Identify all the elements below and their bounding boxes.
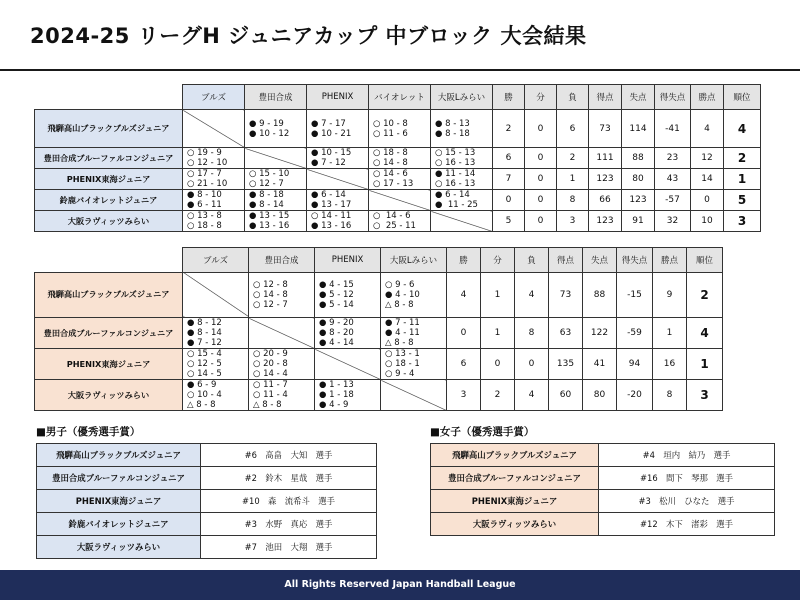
- award-row: [37, 513, 377, 536]
- col-header: 負: [557, 85, 589, 110]
- stat-cell: 123: [589, 211, 622, 232]
- stat-cell: 1: [481, 272, 515, 317]
- match-result: ○ 14 - 6 ○ 17 - 13: [369, 169, 431, 190]
- diagonal-cell: [249, 318, 315, 349]
- stat-cell: 4: [515, 272, 549, 317]
- stat-cell: 111: [589, 148, 622, 169]
- team-name: 鈴鹿バイオレットジュニア: [35, 190, 183, 211]
- stat-cell: 4: [447, 272, 481, 317]
- award-player: #10 森 流希斗 選手: [201, 490, 377, 513]
- stat-cell: 0: [481, 349, 515, 380]
- stat-cell: -15: [617, 272, 653, 317]
- match-result: ○ 20 - 9 ○ 20 - 8 ○ 14 - 4: [249, 349, 315, 380]
- stat-cell: 4: [515, 380, 549, 411]
- match-result: ○ 10 - 8 ○ 11 - 6: [369, 110, 431, 148]
- award-player: #16 間下 琴那 選手: [599, 467, 775, 490]
- award-team: 飛騨高山ブラックブルズジュニア: [431, 444, 599, 467]
- match-result: ○ 11 - 7 ○ 11 - 4 △ 8 - 8: [249, 380, 315, 411]
- stat-cell: 114: [622, 110, 655, 148]
- stat-cell: 12: [691, 148, 724, 169]
- match-result: ● 6 - 9 ○ 10 - 4 △ 8 - 8: [183, 380, 249, 411]
- team-name: PHENIX東海ジュニア: [35, 349, 183, 380]
- stat-cell: 0: [525, 169, 557, 190]
- col-header: 得点: [549, 248, 583, 273]
- award-team: 飛騨高山ブラックブルズジュニア: [37, 444, 201, 467]
- match-result: ○ 17 - 7 ○ 21 - 10: [183, 169, 245, 190]
- award-row: [431, 513, 775, 536]
- match-result: ● 4 - 15 ● 5 - 12 ● 5 - 14: [315, 272, 381, 317]
- col-header: 大阪Lみらい: [381, 248, 447, 273]
- col-header: ブルズ: [183, 248, 249, 273]
- men-results-table: [34, 84, 761, 232]
- diagonal-cell: [381, 380, 447, 411]
- stat-cell: 123: [589, 169, 622, 190]
- table-row: [35, 190, 761, 211]
- award-team: PHENIX東海ジュニア: [37, 490, 201, 513]
- stat-cell: 122: [583, 318, 617, 349]
- stat-cell: 135: [549, 349, 583, 380]
- award-row: [431, 444, 775, 467]
- team-name: 豊田合成ブルーファルコンジュニア: [35, 148, 183, 169]
- stat-cell: 0: [525, 190, 557, 211]
- match-result: ○ 15 - 4 ○ 12 - 5 ○ 14 - 5: [183, 349, 249, 380]
- award-team: 豊田合成ブルーファルコンジュニア: [37, 467, 201, 490]
- award-player: #3 水野 真応 選手: [201, 513, 377, 536]
- col-header: ブルズ: [183, 85, 245, 110]
- stat-cell: 66: [589, 190, 622, 211]
- women-award-table: [430, 443, 775, 536]
- stat-cell: 0: [525, 110, 557, 148]
- stat-cell: 16: [653, 349, 687, 380]
- stat-cell: 6: [447, 349, 481, 380]
- match-result: ● 8 - 10 ● 6 - 11: [183, 190, 245, 211]
- match-result: ○ 15 - 10 ○ 12 - 7: [245, 169, 307, 190]
- stat-cell: 73: [549, 272, 583, 317]
- rank-cell: 2: [687, 272, 723, 317]
- stat-cell: 123: [622, 190, 655, 211]
- stat-cell: 10: [691, 211, 724, 232]
- match-result: ○ 14 - 11 ● 13 - 16: [307, 211, 369, 232]
- award-player: #12 木下 渚彩 選手: [599, 513, 775, 536]
- match-result: ● 7 - 17 ● 10 - 21: [307, 110, 369, 148]
- match-result: ○ 18 - 8 ○ 14 - 8: [369, 148, 431, 169]
- stat-cell: 0: [525, 211, 557, 232]
- stat-cell: 1: [653, 318, 687, 349]
- col-header: 大阪Lみらい: [431, 85, 493, 110]
- stat-cell: 9: [653, 272, 687, 317]
- award-player: #3 松川 ひなた 選手: [599, 490, 775, 513]
- table-row: [35, 349, 723, 380]
- stat-cell: 6: [557, 110, 589, 148]
- col-header: 勝: [493, 85, 525, 110]
- match-result: ● 10 - 15 ● 7 - 12: [307, 148, 369, 169]
- match-result: ● 6 - 14 ● 13 - 17: [307, 190, 369, 211]
- stat-cell: 4: [691, 110, 724, 148]
- rank-cell: 1: [687, 349, 723, 380]
- table-row: [35, 272, 723, 317]
- stat-cell: 23: [655, 148, 691, 169]
- col-header: PHENIX: [307, 85, 369, 110]
- team-name: 豊田合成ブルーファルコンジュニア: [35, 318, 183, 349]
- match-result: ● 8 - 12 ● 8 - 14 ● 7 - 12: [183, 318, 249, 349]
- header-blank: [35, 85, 183, 110]
- stat-cell: 80: [622, 169, 655, 190]
- rank-cell: 5: [724, 190, 761, 211]
- team-name: 飛騨高山ブラックブルズジュニア: [35, 110, 183, 148]
- stat-cell: 1: [557, 169, 589, 190]
- stat-cell: 94: [617, 349, 653, 380]
- stat-cell: 91: [622, 211, 655, 232]
- stat-cell: 2: [481, 380, 515, 411]
- stat-cell: 8: [515, 318, 549, 349]
- page-title: 2024-25 リーグH ジュニアカップ 中ブロック 大会結果: [30, 24, 587, 48]
- match-result: ● 8 - 13 ● 8 - 18: [431, 110, 493, 148]
- women-award-label: ■女子（優秀選手賞）: [430, 426, 535, 438]
- match-result: ● 9 - 19 ● 10 - 12: [245, 110, 307, 148]
- table-row: [35, 211, 761, 232]
- men-award-table: [36, 443, 377, 559]
- stat-cell: 80: [583, 380, 617, 411]
- award-player: #7 池田 大翔 選手: [201, 536, 377, 559]
- rank-cell: 2: [724, 148, 761, 169]
- table-row: [35, 110, 761, 148]
- diagonal-cell: [369, 190, 431, 211]
- stat-cell: 8: [557, 190, 589, 211]
- team-name: 大阪ラヴィッツみらい: [35, 211, 183, 232]
- stat-cell: -41: [655, 110, 691, 148]
- men-award-label: ■男子（優秀選手賞）: [36, 426, 141, 438]
- award-team: 豊田合成ブルーファルコンジュニア: [431, 467, 599, 490]
- award-team: 鈴鹿バイオレットジュニア: [37, 513, 201, 536]
- diagonal-cell: [183, 110, 245, 148]
- stat-cell: -59: [617, 318, 653, 349]
- stat-cell: 14: [691, 169, 724, 190]
- diagonal-cell: [431, 211, 493, 232]
- award-team: PHENIX東海ジュニア: [431, 490, 599, 513]
- stat-cell: 8: [653, 380, 687, 411]
- award-player: #6 髙畠 大知 選手: [201, 444, 377, 467]
- match-result: ● 11 - 14 ○ 16 - 13: [431, 169, 493, 190]
- team-name: PHENIX東海ジュニア: [35, 169, 183, 190]
- col-header: 勝: [447, 248, 481, 273]
- rank-cell: 1: [724, 169, 761, 190]
- col-header: 順位: [724, 85, 761, 110]
- table-row: [35, 148, 761, 169]
- women-results-table: [34, 247, 723, 411]
- match-result: ○ 13 - 8 ○ 18 - 8: [183, 211, 245, 232]
- stat-cell: 41: [583, 349, 617, 380]
- award-team: 大阪ラヴィッツみらい: [37, 536, 201, 559]
- header-blank: [35, 248, 183, 273]
- col-header: 分: [525, 85, 557, 110]
- award-row: [37, 536, 377, 559]
- col-header: 勝点: [653, 248, 687, 273]
- stat-cell: 0: [493, 190, 525, 211]
- col-header: 失点: [622, 85, 655, 110]
- award-row: [37, 490, 377, 513]
- match-result: ○ 15 - 13 ○ 16 - 13: [431, 148, 493, 169]
- stat-cell: 7: [493, 169, 525, 190]
- match-result: ● 6 - 14 ● 11 - 25: [431, 190, 493, 211]
- award-row: [431, 467, 775, 490]
- diagonal-cell: [245, 148, 307, 169]
- stat-cell: 63: [549, 318, 583, 349]
- award-team: 大阪ラヴィッツみらい: [431, 513, 599, 536]
- stat-cell: 32: [655, 211, 691, 232]
- stat-cell: 2: [557, 148, 589, 169]
- rank-cell: 3: [724, 211, 761, 232]
- team-name: 飛騨高山ブラックブルズジュニア: [35, 272, 183, 317]
- rank-cell: 4: [687, 318, 723, 349]
- match-result: ● 9 - 20 ● 8 - 20 ● 4 - 14: [315, 318, 381, 349]
- footer-copyright: All Rights Reserved Japan Handball League: [0, 570, 800, 600]
- stat-cell: 88: [622, 148, 655, 169]
- col-header: 失点: [583, 248, 617, 273]
- match-result: ● 1 - 13 ● 1 - 18 ● 4 - 9: [315, 380, 381, 411]
- match-result: ● 13 - 15 ● 13 - 16: [245, 211, 307, 232]
- col-header: PHENIX: [315, 248, 381, 273]
- col-header: 得失点: [617, 248, 653, 273]
- award-player: #4 垣内 結乃 選手: [599, 444, 775, 467]
- diagonal-cell: [307, 169, 369, 190]
- stat-cell: 43: [655, 169, 691, 190]
- stat-cell: 1: [481, 318, 515, 349]
- stat-cell: 0: [525, 148, 557, 169]
- col-header: バイオレット: [369, 85, 431, 110]
- diagonal-cell: [183, 272, 249, 317]
- col-header: 豊田合成: [249, 248, 315, 273]
- stat-cell: 6: [493, 148, 525, 169]
- table-row: [35, 318, 723, 349]
- table-row: [35, 380, 723, 411]
- col-header: 豊田合成: [245, 85, 307, 110]
- rank-cell: 3: [687, 380, 723, 411]
- stat-cell: 0: [447, 318, 481, 349]
- table-row: [35, 169, 761, 190]
- stat-cell: 0: [515, 349, 549, 380]
- team-name: 大阪ラヴィッツみらい: [35, 380, 183, 411]
- rank-cell: 4: [724, 110, 761, 148]
- diagonal-cell: [315, 349, 381, 380]
- stat-cell: 2: [493, 110, 525, 148]
- stat-cell: 3: [447, 380, 481, 411]
- award-player: #2 鈴木 星哉 選手: [201, 467, 377, 490]
- match-result: ○ 13 - 1 ○ 18 - 1 ○ 9 - 4: [381, 349, 447, 380]
- stat-cell: 3: [557, 211, 589, 232]
- col-header: 負: [515, 248, 549, 273]
- match-result: ● 8 - 18 ● 8 - 14: [245, 190, 307, 211]
- match-result: ● 7 - 11 ● 4 - 11 △ 8 - 8: [381, 318, 447, 349]
- match-result: ○ 9 - 6 ● 4 - 10 △ 8 - 8: [381, 272, 447, 317]
- award-row: [37, 467, 377, 490]
- title-divider: [0, 69, 800, 71]
- stat-cell: 60: [549, 380, 583, 411]
- stat-cell: 0: [691, 190, 724, 211]
- col-header: 勝点: [691, 85, 724, 110]
- stat-cell: 88: [583, 272, 617, 317]
- col-header: 順位: [687, 248, 723, 273]
- stat-cell: -20: [617, 380, 653, 411]
- col-header: 得失点: [655, 85, 691, 110]
- match-result: ○ 19 - 9 ○ 12 - 10: [183, 148, 245, 169]
- stat-cell: 73: [589, 110, 622, 148]
- award-row: [37, 444, 377, 467]
- stat-cell: -57: [655, 190, 691, 211]
- stat-cell: 5: [493, 211, 525, 232]
- match-result: ○ 14 - 6 ○ 25 - 11: [369, 211, 431, 232]
- match-result: ○ 12 - 8 ○ 14 - 8 ○ 12 - 7: [249, 272, 315, 317]
- award-row: [431, 490, 775, 513]
- col-header: 分: [481, 248, 515, 273]
- col-header: 得点: [589, 85, 622, 110]
